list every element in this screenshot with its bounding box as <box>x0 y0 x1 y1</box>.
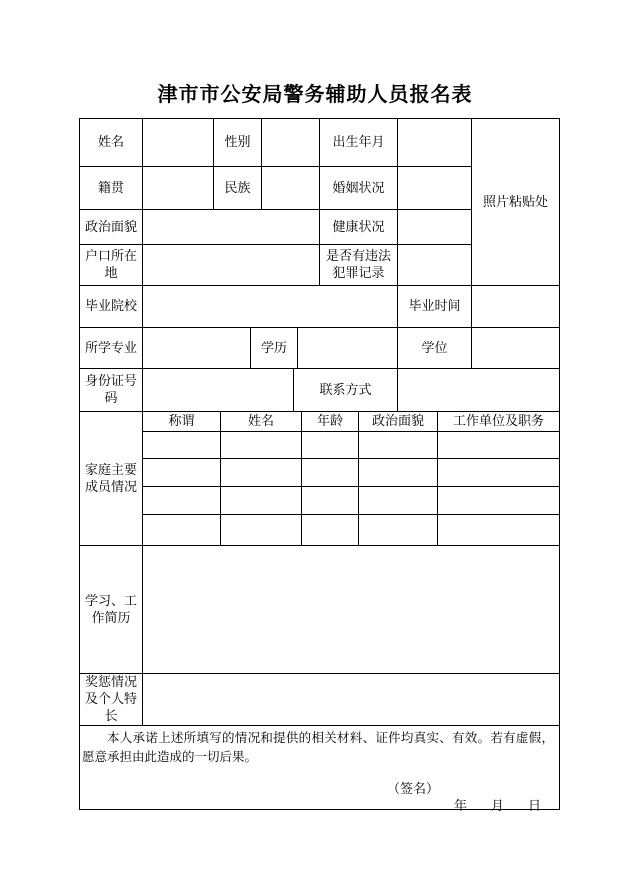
row-line <box>142 431 560 432</box>
label-family: 家庭主要成员情况 <box>84 462 137 495</box>
family-header-age: 年龄 <box>316 414 343 429</box>
col-line <box>142 209 143 285</box>
label-hukou: 户口所在地 <box>84 249 137 281</box>
col-line <box>297 327 298 368</box>
family-header-employer: 工作单位及职务 <box>452 414 544 429</box>
label-native-place: 籍贯 <box>97 180 124 196</box>
commitment-statement: 本人承诺上述所填写的情况和提供的相关材料、证件均真实、有效。若有虚假，愿意承担由此造成的一切后果。 <box>82 730 554 764</box>
col-line <box>142 545 143 725</box>
label-grad-time: 毕业时间 <box>408 299 461 314</box>
row-line <box>79 673 560 674</box>
col-line <box>142 118 143 209</box>
row-line <box>79 545 560 546</box>
col-line <box>471 327 472 368</box>
col-line <box>261 118 262 209</box>
col-line <box>142 327 143 368</box>
col-line <box>142 368 143 411</box>
label-health: 健康状况 <box>332 219 385 235</box>
label-birth: 出生年月 <box>332 135 385 150</box>
date-year: 年 <box>454 799 468 814</box>
label-id-number: 身份证号码 <box>84 374 137 406</box>
label-gender: 性别 <box>224 135 251 150</box>
photo-placeholder: 照片粘贴处 <box>482 194 548 210</box>
border-right <box>559 118 560 810</box>
label-marital: 婚姻状况 <box>332 180 385 196</box>
col-line <box>142 411 143 545</box>
label-resume: 学习、工作简历 <box>84 593 137 626</box>
row-line <box>142 486 560 487</box>
family-header-relation: 称谓 <box>168 414 195 429</box>
row-line <box>79 327 560 328</box>
family-header-name: 姓名 <box>247 414 274 429</box>
col-line <box>220 411 221 545</box>
col-line <box>471 285 472 327</box>
label-name: 姓名 <box>97 135 124 150</box>
row-line <box>79 725 560 726</box>
label-degree: 学位 <box>421 340 448 356</box>
family-header-political: 政治面貌 <box>371 414 424 429</box>
col-line <box>397 118 398 285</box>
date-month: 月 <box>491 799 505 814</box>
label-criminal: 是否有违法犯罪记录 <box>325 249 391 281</box>
label-education: 学历 <box>260 340 287 356</box>
label-political: 政治面貌 <box>84 219 137 235</box>
registration-form <box>79 118 560 814</box>
col-line <box>437 411 438 545</box>
form-title: 津市市公安局警务辅助人员报名表 <box>157 82 473 106</box>
label-contact: 联系方式 <box>319 382 372 398</box>
date-day: 日 <box>528 799 542 814</box>
row-line <box>79 285 560 286</box>
col-line <box>301 411 302 545</box>
date-line <box>454 795 541 814</box>
col-line <box>142 285 143 327</box>
col-line <box>397 368 398 411</box>
label-ethnicity: 民族 <box>224 180 251 196</box>
row-line <box>142 514 560 515</box>
signature-label: （签名） <box>387 782 440 797</box>
label-major: 所学专业 <box>84 340 137 356</box>
label-school: 毕业院校 <box>84 299 137 314</box>
row-line <box>142 458 560 459</box>
col-line <box>358 411 359 545</box>
label-awards: 奖惩情况及个人特长 <box>84 675 137 724</box>
